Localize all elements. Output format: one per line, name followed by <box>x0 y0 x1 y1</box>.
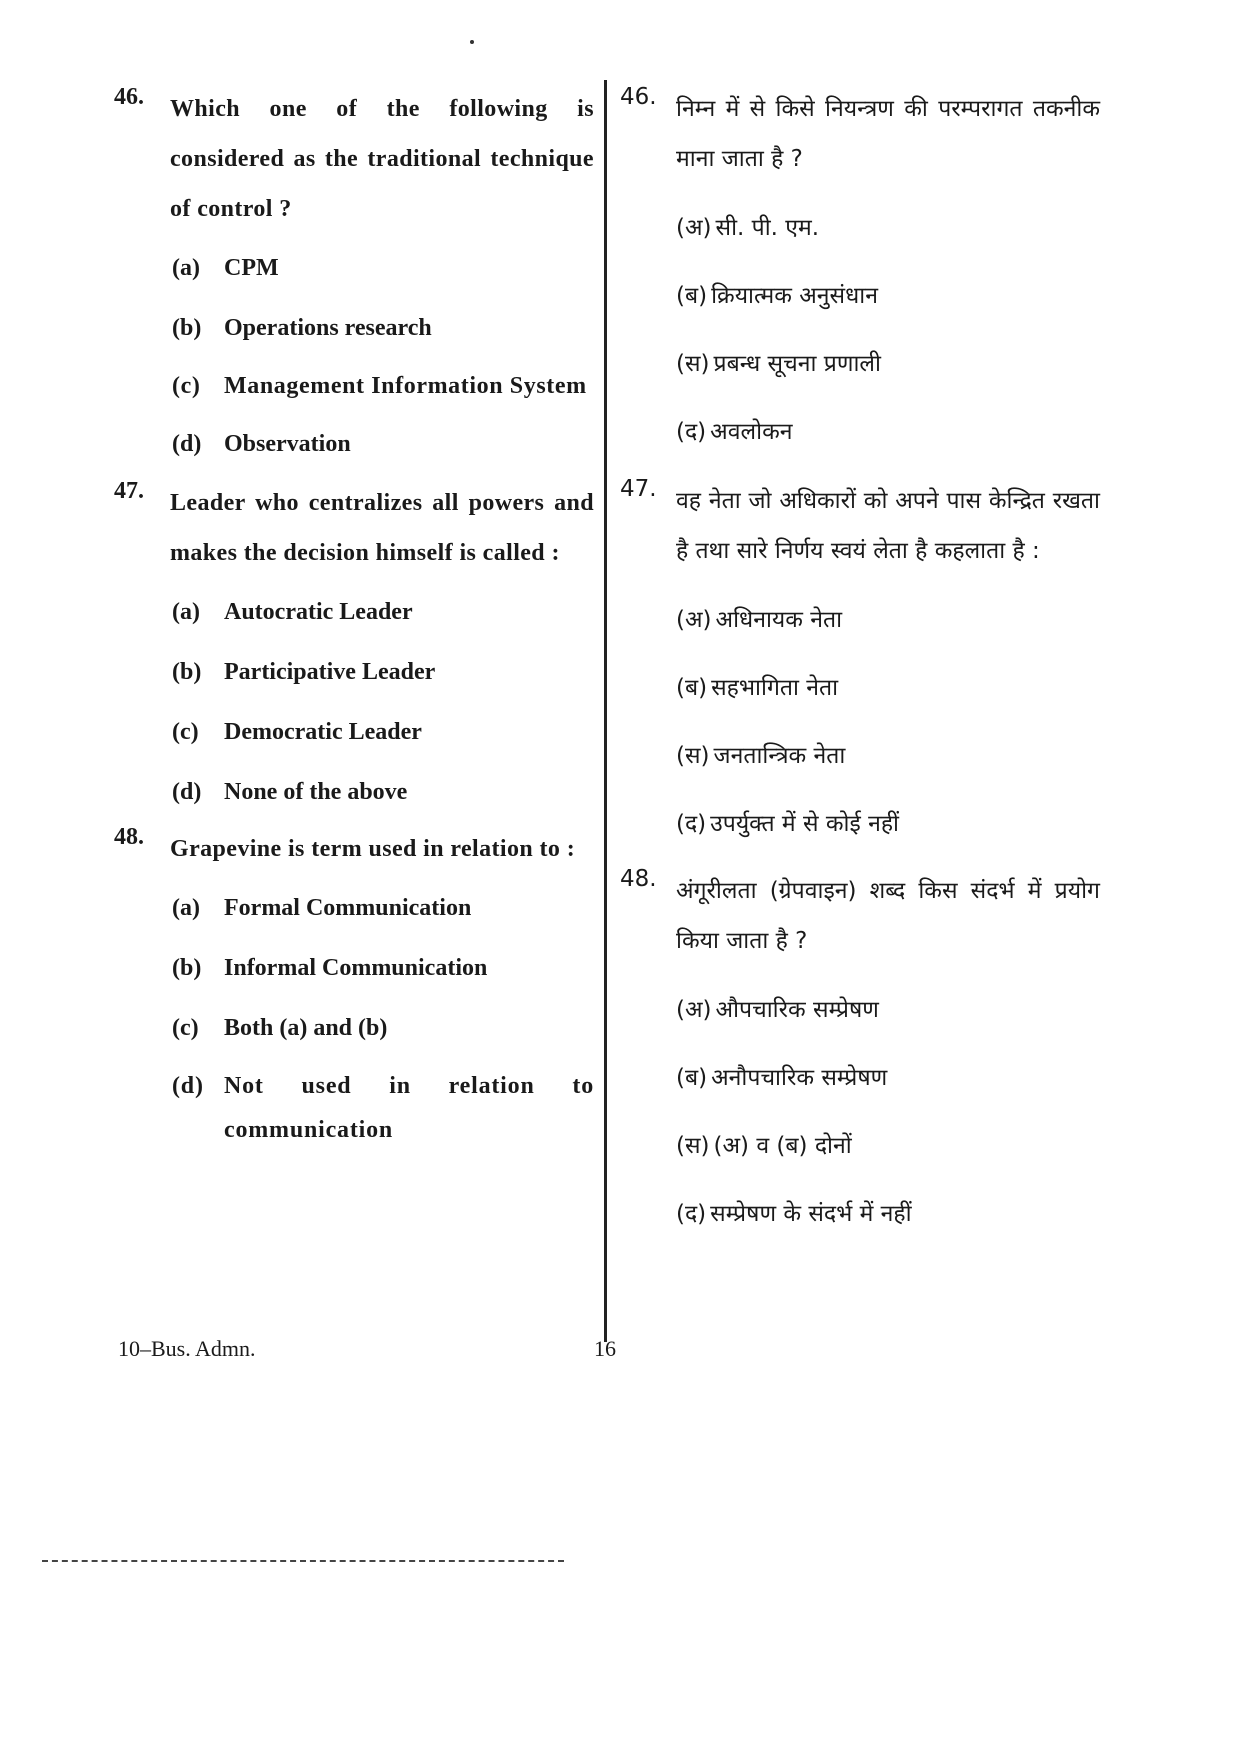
option-b <box>114 944 594 992</box>
option-text: सम्प्रेषण के संदर्भ में नहीं <box>710 1201 912 1227</box>
option-d <box>114 420 594 468</box>
option-c <box>114 1004 594 1052</box>
question-text: Which one of the following is considered as the traditional technique of control ? <box>170 96 594 222</box>
option-label: (अ) <box>676 997 712 1023</box>
english-column <box>114 84 594 1152</box>
option-d <box>620 1190 1100 1238</box>
option-d <box>114 1064 594 1152</box>
option-b <box>620 664 1100 712</box>
question-number: 46. <box>620 84 657 110</box>
question-text: निम्न में से किसे नियन्त्रण की परम्परागत तकनीक माना जाता है ? <box>676 96 1100 172</box>
option-a <box>620 204 1100 252</box>
option-b <box>114 304 594 352</box>
option-a <box>114 588 594 636</box>
option-text: सहभागिता नेता <box>711 675 839 701</box>
option-d <box>620 408 1100 456</box>
option-c <box>114 364 594 408</box>
option-text: CPM <box>224 255 279 281</box>
question-48-hi <box>620 866 1100 966</box>
column-divider <box>604 80 607 1342</box>
question-number: 47. <box>114 478 144 504</box>
option-text: None of the above <box>224 779 408 805</box>
option-a <box>620 596 1100 644</box>
question-47-hi <box>620 476 1100 576</box>
option-label: (द) <box>676 811 707 837</box>
question-number: 48. <box>620 866 657 892</box>
question-text: वह नेता जो अधिकारों को अपने पास केन्द्रित रखता है तथा सारे निर्णय स्वयं लेता है कहलाता है : <box>676 488 1100 564</box>
option-text: औपचारिक सम्प्रेषण <box>715 997 879 1023</box>
option-text: अवलोकन <box>710 419 793 445</box>
option-label: (c) <box>172 373 201 399</box>
option-text: अधिनायक नेता <box>715 607 843 633</box>
option-d <box>114 768 594 816</box>
option-label: (b) <box>172 315 202 341</box>
option-text: (अ) व (ब) दोनों <box>713 1133 852 1159</box>
option-c <box>114 708 594 756</box>
option-label: (ब) <box>676 1065 708 1091</box>
option-text: Management Information System <box>224 373 587 399</box>
option-label: (द) <box>676 419 707 445</box>
scan-dot <box>470 40 474 44</box>
option-text: Observation <box>224 431 351 457</box>
option-label: (d) <box>172 431 202 457</box>
option-label: (b) <box>172 659 202 685</box>
option-label: (द) <box>676 1201 707 1227</box>
option-label: (c) <box>172 719 199 745</box>
question-46-hi <box>620 84 1100 184</box>
paper-code: 10–Bus. Admn. <box>118 1336 256 1361</box>
page-number: 16 <box>594 1336 616 1361</box>
option-label: (अ) <box>676 215 712 241</box>
option-label: (a) <box>172 599 200 625</box>
option-text: जनतान्त्रिक नेता <box>713 743 846 769</box>
option-label: (अ) <box>676 607 712 633</box>
question-text: Leader who centralizes all powers and makes the decision himself is called : <box>170 490 594 566</box>
option-label: (स) <box>676 1133 710 1159</box>
option-label: (a) <box>172 255 200 281</box>
option-text: Formal Communication <box>224 895 472 921</box>
option-text: क्रियात्मक अनुसंधान <box>711 283 878 309</box>
option-label: (a) <box>172 895 200 921</box>
option-text: Operations research <box>224 315 432 341</box>
option-label: (स) <box>676 351 710 377</box>
option-a <box>114 244 594 292</box>
option-b <box>620 272 1100 320</box>
option-label: (b) <box>172 955 202 981</box>
question-46-en <box>114 84 594 234</box>
option-text: Autocratic Leader <box>224 599 413 625</box>
option-label: (स) <box>676 743 710 769</box>
option-text: प्रबन्ध सूचना प्रणाली <box>713 351 881 377</box>
hindi-column <box>620 84 1100 1238</box>
option-label: (ब) <box>676 283 708 309</box>
option-d <box>620 800 1100 848</box>
question-number: 47. <box>620 476 657 502</box>
question-47-en <box>114 478 594 578</box>
option-label: (ब) <box>676 675 708 701</box>
option-text: Participative Leader <box>224 659 436 685</box>
question-text: अंगूरीलता (ग्रेपवाइन) शब्द किस संदर्भ में प्रयोग किया जाता है ? <box>676 878 1100 954</box>
option-text: Both (a) and (b) <box>224 1015 388 1041</box>
option-text: उपर्युक्त में से कोई नहीं <box>710 811 900 837</box>
question-text: Grapevine is term used in relation to : <box>170 836 576 862</box>
option-label: (d) <box>172 1073 204 1099</box>
option-label: (c) <box>172 1015 199 1041</box>
option-text: Not used in relation to communication <box>224 1073 594 1143</box>
option-a <box>620 986 1100 1034</box>
question-number: 46. <box>114 84 144 110</box>
option-text: Informal Communication <box>224 955 488 981</box>
option-c <box>620 340 1100 388</box>
bottom-rule <box>42 1560 564 1562</box>
option-text: अनौपचारिक सम्प्रेषण <box>711 1065 888 1091</box>
question-48-en <box>114 824 594 874</box>
option-c <box>620 732 1100 780</box>
question-number: 48. <box>114 824 144 850</box>
option-text: Democratic Leader <box>224 719 422 745</box>
option-a <box>114 884 594 932</box>
option-label: (d) <box>172 779 202 805</box>
option-text: सी. पी. एम. <box>715 215 820 241</box>
option-c <box>620 1122 1100 1170</box>
option-b <box>114 648 594 696</box>
option-b <box>620 1054 1100 1102</box>
